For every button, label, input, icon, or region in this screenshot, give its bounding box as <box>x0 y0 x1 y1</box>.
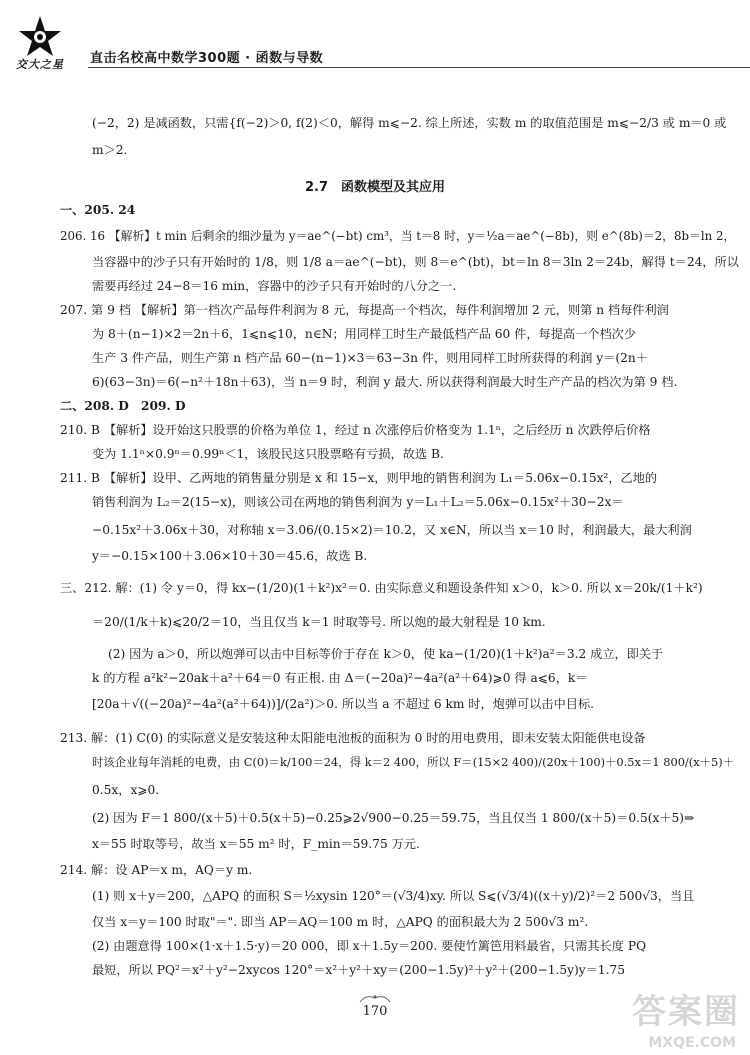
answer-213: 213. 解：(1) C(0) 的实际意义是安装这种太阳能电池板的面积为 0 时的用电费用，即未安装太阳能供电设备 <box>60 731 646 745</box>
text-line: m＞2. <box>92 143 128 157</box>
text-line: y＝−0.15×100＋3.06×10＋30＝45.6，故选 B. <box>92 549 368 563</box>
text-line: 仅当 x＝y＝100 时取"＝". 即当 AP＝AQ＝100 m 时，△APQ 的面积最大为 2 500√3 m². <box>92 915 589 929</box>
text-line: 最短，所以 PQ²＝x²＋y²−2xycos 120°＝x²＋y²＋xy＝(200−1.5y)²＋y²＋(200−1.5y)y＝1.75 <box>92 963 625 977</box>
text-line: 6)(63−3n)＝6(−n²＋18n＋63)，当 n＝9 时，利润 y 最大. 所以获得利润最大时生产产品的档次为第 9 档. <box>92 375 678 389</box>
text-line: 当容器中的沙子只有开始时的 1/8，则 1/8 a＝ae^(−bt)，则 8＝e^(bt)，bt＝ln 8＝3ln 2＝24b，解得 t＝24，所以 <box>92 255 739 269</box>
text-line: 需要再经过 24−8＝16 min，容器中的沙子只有开始时的八分之一. <box>92 279 457 293</box>
answer-205: 一、205. 24 <box>60 203 136 217</box>
text-line: (−2，2) 是减函数，只需{f(−2)＞0, f(2)＜0，解得 m⩽−2. 综上所述，实数 m 的取值范围是 m⩽−2/3 或 m＝0 或 <box>92 116 727 130</box>
text-line: (2) 因为 F＝1 800/(x＋5)＋0.5(x＋5)−0.25⩾2√900−0.25＝59.75，当且仅当 1 800/(x＋5)＝0.5(x＋5)⇒ <box>92 811 695 825</box>
text-line: 0.5x，x⩾0. <box>92 783 160 797</box>
text-line: k 的方程 a²k²−20ak＋a²＋64＝0 有正根. 由 Δ＝(−20a)²−4a²(a²＋64)⩾0 得 a⩽6，k＝ <box>92 671 588 685</box>
page-number: 170 <box>362 1004 388 1019</box>
watermark-main: 答案圈 <box>632 992 740 1032</box>
section-title: 2.7 函数模型及其应用 <box>304 180 446 195</box>
logo-text: 交大之星 <box>16 58 64 71</box>
answer-208-209: 二、208. D 209. D <box>60 399 186 413</box>
watermark-url: MXQE.COM <box>648 1035 736 1051</box>
text-line: ＝20/(1/k＋k)⩽20/2＝10，当且仅当 k＝1 时取等号. 所以炮的最大射程是 10 km. <box>92 615 546 629</box>
answer-212: 三、212. 解：(1) 令 y＝0，得 kx−(1/20)(1＋k²)x²＝0. 由实际意义和题设条件知 x＞0，k＞0. 所以 x＝20k/(1＋k²) <box>60 581 703 595</box>
text-line: 时该企业每年消耗的电费，由 C(0)＝k/100＝24，得 k＝2 400，所以 F＝(15×2 400)/(20x＋100)＋0.5x＝1 800/(x＋5)＋ <box>92 755 735 769</box>
text-line: (2) 因为 a＞0，所以炮弹可以击中目标等价于存在 k＞0，使 ka−(1/20)(1＋k²)a²＝3.2 成立，即关于 <box>108 647 664 661</box>
text-line: (1) 则 x＋y＝200，△APQ 的面积 S＝½xysin 120°＝(√3/4)xy. 所以 S⩽(√3/4)((x＋y)/2)²＝2 500√3，当且 <box>92 889 695 903</box>
text-line: 变为 1.1ⁿ×0.9ⁿ＝0.99ⁿ＜1，该股民这只股票略有亏损，故选 B. <box>92 447 444 461</box>
page-ornament-icon <box>358 992 392 1004</box>
answer-211: 211. B 【解析】设甲、乙两地的销售量分别是 x 和 15−x，则甲地的销售利润为 L₁＝5.06x−0.15x²，乙地的 <box>60 471 658 485</box>
header-title: 直击名校高中数学300题 · 函数与导数 <box>90 51 324 66</box>
text-line: x＝55 时取等号，故当 x＝55 m² 时，F_min＝59.75 万元. <box>92 837 420 851</box>
text-line: −0.15x²＋3.06x＋30，对称轴 x＝3.06/(0.15×2)＝10.2，又 x∈N，所以当 x＝10 时，利润最大，最大利润 <box>92 523 692 537</box>
answer-207: 207. 第 9 档 【解析】第一档次产品每件利润为 8 元，每提高一个档次，每件利润增加 2 元，则第 n 档每件利润 <box>60 303 669 317</box>
text-line: 生产 3 件产品，则生产第 n 档产品 60−(n−1)×3＝63−3n 件，则用同样工时所获得的利润 y＝(2n＋ <box>92 351 648 365</box>
answer-214: 214. 解：设 AP＝x m，AQ＝y m. <box>60 863 253 877</box>
text-line: (2) 由题意得 100×(1·x＋1.5·y)＝20 000，即 x＋1.5y＝200. 要使竹篱笆用料最省，只需其长度 PQ <box>92 939 647 953</box>
text-line: [20a＋√((−20a)²−4a²(a²＋64))]/(2a²)＞0. 所以当 a 不超过 6 km 时，炮弹可以击中目标. <box>92 697 595 711</box>
answer-210: 210. B 【解析】设开始这只股票的价格为单位 1，经过 n 次涨停后价格变为 1.1ⁿ，之后经历 n 次跌停后价格 <box>60 423 651 437</box>
answer-206: 206. 16 【解析】t min 后剩余的细沙量为 y＝ae^(−bt) cm³，当 t＝8 时，y＝½a＝ae^(−8b)，则 e^(8b)＝2，8b＝ln 2， <box>60 229 736 243</box>
text-line: 销售利润为 L₂＝2(15−x)，则该公司在两地的销售利润为 y＝L₁＋L₂＝5.06x−0.15x²＋30−2x＝ <box>92 495 624 509</box>
text-line: 为 8＋(n−1)×2＝2n＋6，1⩽n⩽10，n∈N；用同样工时生产最低档产品 60 件，每提高一个档次少 <box>92 327 637 341</box>
